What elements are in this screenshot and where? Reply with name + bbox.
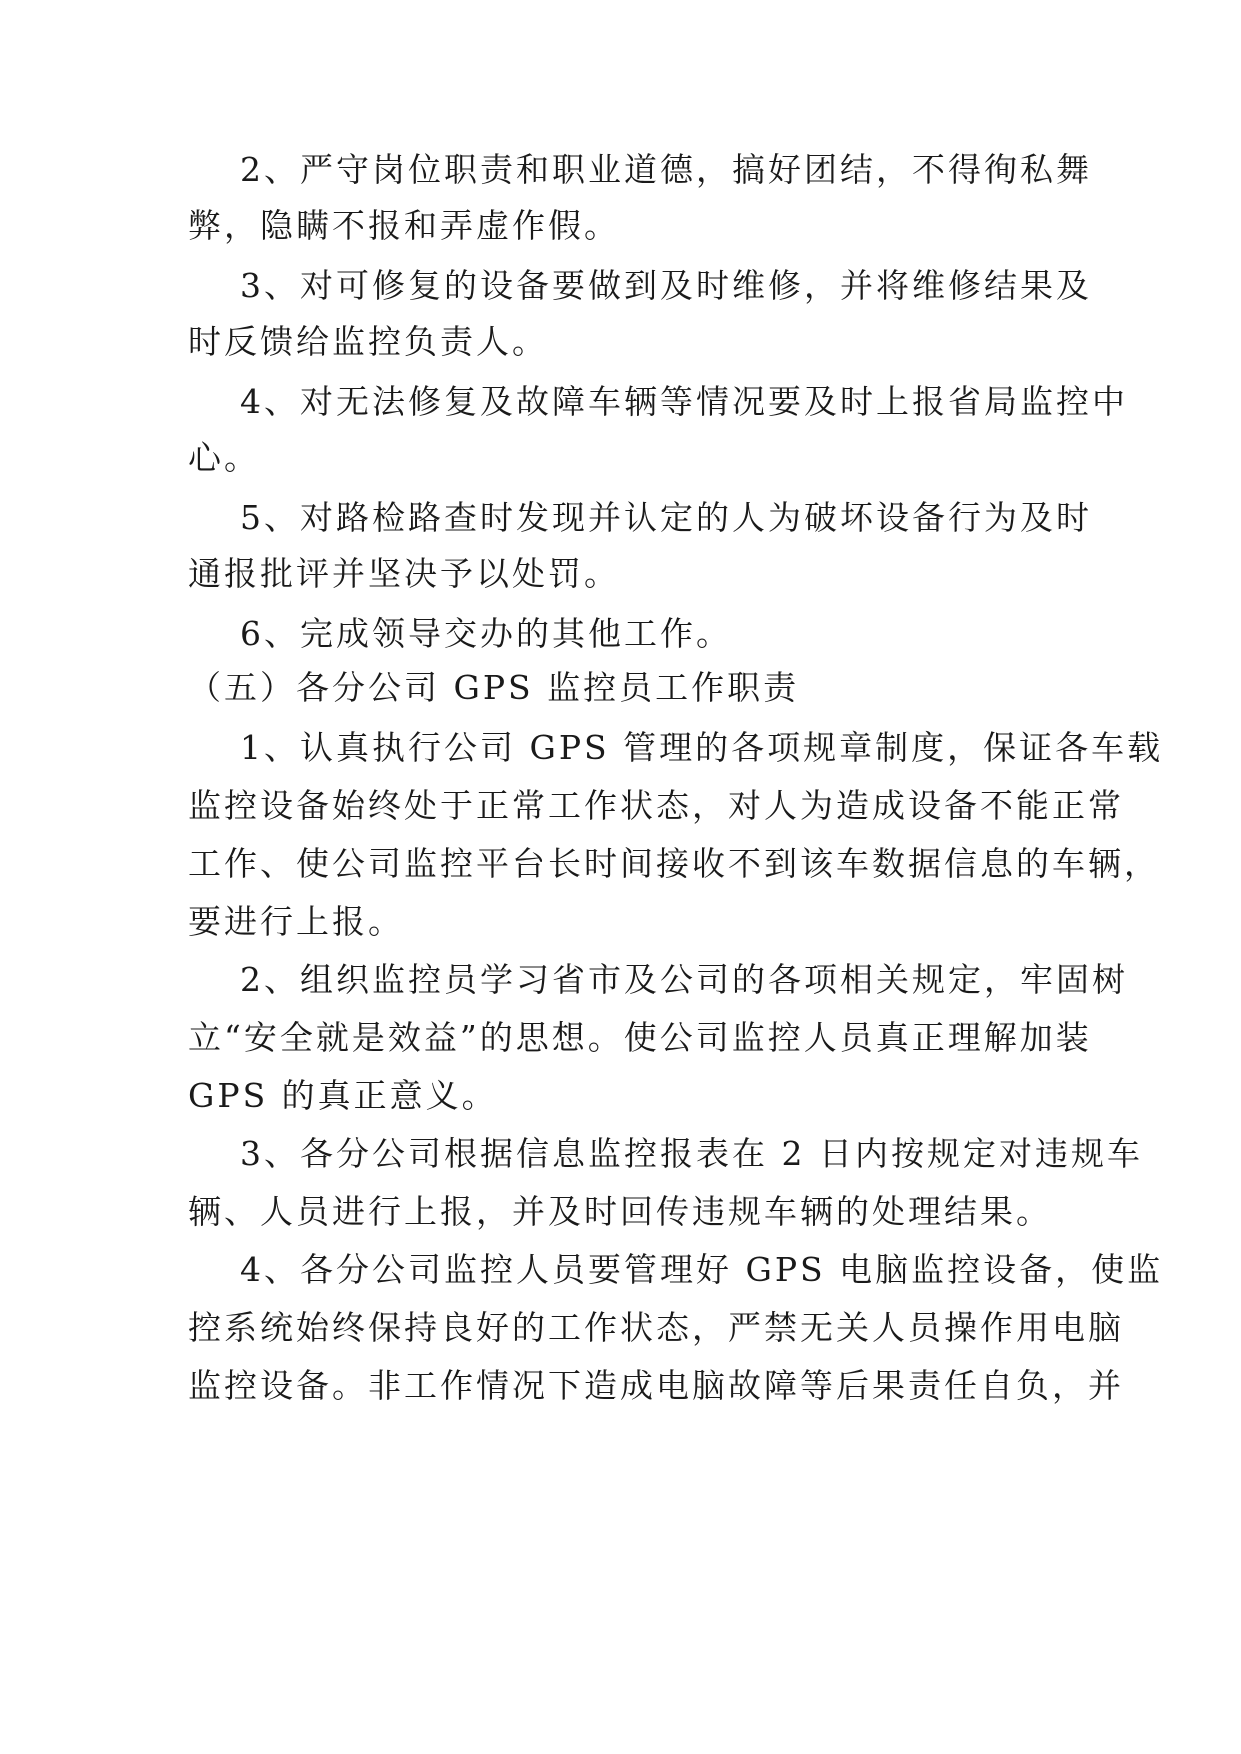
paragraph-line: 时反馈给监控负责人。 bbox=[188, 322, 548, 361]
paragraph-line: 4、各分公司监控人员要管理好 GPS 电脑监控设备，使监 bbox=[240, 1250, 1164, 1289]
paragraph-line: 控系统始终保持良好的工作状态，严禁无关人员操作用电脑 bbox=[188, 1308, 1124, 1347]
paragraph-line: 工作、使公司监控平台长时间接收不到该车数据信息的车辆， bbox=[188, 844, 1160, 883]
section-heading: （五）各分公司 GPS 监控员工作职责 bbox=[188, 668, 800, 707]
paragraph-line: 弊，隐瞒不报和弄虚作假。 bbox=[188, 206, 620, 245]
paragraph-line: 监控设备始终处于正常工作状态，对人为造成设备不能正常 bbox=[188, 786, 1124, 825]
paragraph-line: 要进行上报。 bbox=[188, 902, 404, 941]
paragraph-line: 辆、人员进行上报，并及时回传违规车辆的处理结果。 bbox=[188, 1192, 1052, 1231]
paragraph-line: 6、完成领导交办的其他工作。 bbox=[240, 614, 732, 653]
paragraph-line: 5、对路检路查时发现并认定的人为破坏设备行为及时 bbox=[240, 498, 1092, 537]
paragraph-line: 2、严守岗位职责和职业道德，搞好团结，不得徇私舞 bbox=[240, 150, 1092, 189]
paragraph-line: GPS 的真正意义。 bbox=[188, 1076, 498, 1115]
paragraph-line: 4、对无法修复及故障车辆等情况要及时上报省局监控中 bbox=[240, 382, 1128, 421]
paragraph-line: 3、各分公司根据信息监控报表在 2 日内按规定对违规车 bbox=[240, 1134, 1143, 1173]
paragraph-line: 通报批评并坚决予以处罚。 bbox=[188, 554, 620, 593]
paragraph-line: 立“安全就是效益”的思想。使公司监控人员真正理解加装 bbox=[188, 1018, 1092, 1057]
paragraph-line: 3、对可修复的设备要做到及时维修，并将维修结果及 bbox=[240, 266, 1092, 305]
paragraph-line: 监控设备。非工作情况下造成电脑故障等后果责任自负，并 bbox=[188, 1366, 1124, 1405]
paragraph-line: 1、认真执行公司 GPS 管理的各项规章制度，保证各车载 bbox=[240, 728, 1164, 767]
paragraph-line: 心。 bbox=[188, 438, 260, 477]
paragraph-line: 2、组织监控员学习省市及公司的各项相关规定，牢固树 bbox=[240, 960, 1128, 999]
